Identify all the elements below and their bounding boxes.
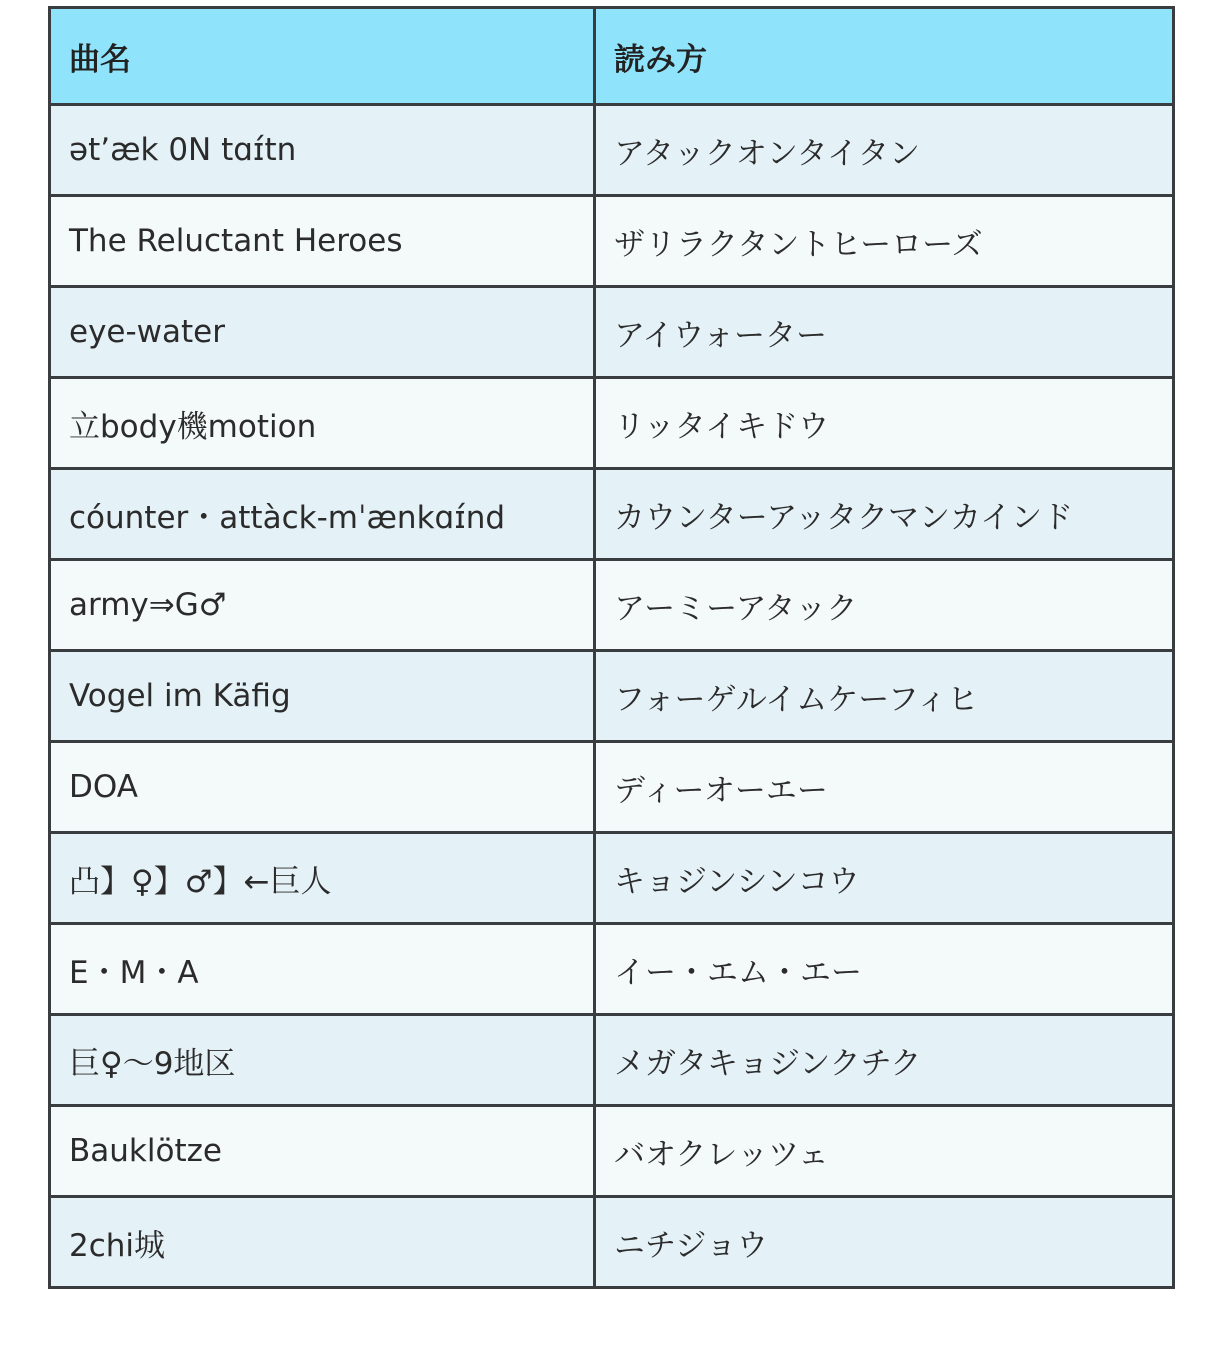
- song-title-cell: 巨♀〜9地区: [50, 1015, 595, 1106]
- reading-cell: カウンターアッタクマンカインド: [595, 469, 1174, 560]
- reading-cell: ニチジョウ: [595, 1197, 1174, 1288]
- reading-cell: ディーオーエー: [595, 742, 1174, 833]
- song-title-cell: cóunter・attàck-mˈænkɑɪ́nd: [50, 469, 595, 560]
- table-row: [50, 924, 1174, 1015]
- reading-cell: イー・エム・エー: [595, 924, 1174, 1015]
- table-header: [50, 8, 1174, 105]
- reading-cell: リッタイキドウ: [595, 378, 1174, 469]
- table-row: [50, 196, 1174, 287]
- header-reading: 読み方: [595, 8, 1174, 105]
- reading-cell: フォーゲルイムケーフィヒ: [595, 651, 1174, 742]
- song-title-cell: 立body機motion: [50, 378, 595, 469]
- song-table-container: [48, 6, 1172, 1289]
- table-row: [50, 560, 1174, 651]
- song-reading-table: [48, 6, 1175, 1289]
- song-title-cell: E・M・A: [50, 924, 595, 1015]
- table-row: [50, 1015, 1174, 1106]
- song-title-cell: eye-water: [50, 287, 595, 378]
- table-row: [50, 469, 1174, 560]
- reading-cell: アタックオンタイタン: [595, 105, 1174, 196]
- reading-cell: アーミーアタック: [595, 560, 1174, 651]
- song-title-cell: Bauklötze: [50, 1106, 595, 1197]
- song-title-cell: 2chi城: [50, 1197, 595, 1288]
- reading-cell: アイウォーター: [595, 287, 1174, 378]
- table-body: [50, 105, 1174, 1288]
- song-title-cell: 凸】♀】♂】←巨人: [50, 833, 595, 924]
- reading-cell: ザリラクタントヒーローズ: [595, 196, 1174, 287]
- song-title-cell: Vogel im Käfig: [50, 651, 595, 742]
- table-row: [50, 378, 1174, 469]
- header-row: [50, 8, 1174, 105]
- table-row: [50, 1106, 1174, 1197]
- reading-cell: キョジンシンコウ: [595, 833, 1174, 924]
- table-row: [50, 833, 1174, 924]
- reading-cell: メガタキョジンクチク: [595, 1015, 1174, 1106]
- table-row: [50, 287, 1174, 378]
- song-title-cell: army⇒G♂: [50, 560, 595, 651]
- table-row: [50, 651, 1174, 742]
- table-row: [50, 105, 1174, 196]
- table-row: [50, 1197, 1174, 1288]
- song-title-cell: The Reluctant Heroes: [50, 196, 595, 287]
- table-row: [50, 742, 1174, 833]
- reading-cell: バオクレッツェ: [595, 1106, 1174, 1197]
- song-title-cell: ətʼæk 0N tɑɪ́tn: [50, 105, 595, 196]
- song-title-cell: DOA: [50, 742, 595, 833]
- header-song-title: 曲名: [50, 8, 595, 105]
